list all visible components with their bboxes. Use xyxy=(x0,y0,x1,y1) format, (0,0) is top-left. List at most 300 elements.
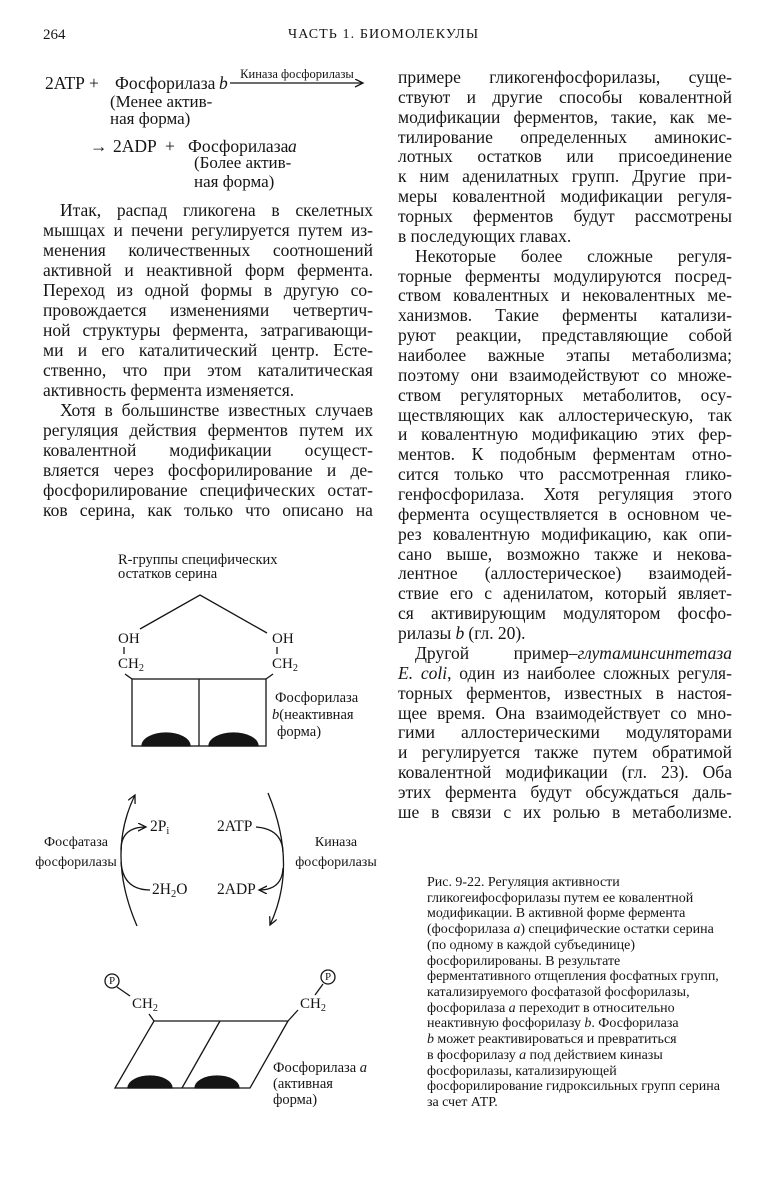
word: ме- xyxy=(707,106,732,127)
text-line xyxy=(398,505,732,525)
word: со xyxy=(650,364,667,385)
word: де- xyxy=(350,460,373,480)
word: лотных xyxy=(398,146,453,167)
word: под xyxy=(529,1047,551,1063)
word: ковалентную xyxy=(432,523,530,544)
word: в xyxy=(398,225,407,246)
text-line xyxy=(398,167,732,187)
text-line xyxy=(398,445,732,465)
word: b xyxy=(427,1032,434,1048)
word: Регуляция xyxy=(487,875,549,890)
word: в xyxy=(263,280,273,300)
word: ной xyxy=(43,320,71,340)
word: фер- xyxy=(698,424,732,445)
word: и xyxy=(466,86,476,107)
word: ством xyxy=(398,285,442,306)
word: метаболитов, xyxy=(582,384,682,405)
text-line xyxy=(43,440,373,460)
text-line xyxy=(398,386,732,406)
word: a xyxy=(508,1000,516,1016)
word: мно- xyxy=(696,702,732,723)
word: действия xyxy=(129,420,197,440)
text-line xyxy=(398,227,732,247)
text-line xyxy=(398,624,732,644)
word: печени xyxy=(131,220,184,240)
text-line xyxy=(427,922,747,938)
word: что xyxy=(122,360,148,380)
word: регуля- xyxy=(677,186,732,207)
word: ственно, xyxy=(43,360,107,380)
word: как xyxy=(147,500,172,520)
word: ствие xyxy=(398,583,439,604)
bond-line xyxy=(315,984,323,995)
word: (фосфорилаза xyxy=(427,922,510,938)
inactive-label-line2: b(неактивная xyxy=(272,707,354,723)
word: возможно xyxy=(506,543,580,564)
word: отщепления xyxy=(534,969,607,985)
text-line xyxy=(398,584,732,604)
text-line xyxy=(398,644,732,664)
product-form: a xyxy=(288,136,297,156)
word: регуля- xyxy=(677,662,732,683)
word: ствуют xyxy=(398,86,451,107)
word: серина xyxy=(673,922,714,938)
word: его xyxy=(101,340,125,360)
word: метаболизма; xyxy=(631,345,732,366)
word: Хотя xyxy=(60,400,96,420)
text-line xyxy=(427,1016,747,1032)
word: В xyxy=(515,906,526,922)
word: к xyxy=(398,166,407,187)
text-line xyxy=(427,1079,747,1095)
phosphatase-arrow-icon xyxy=(121,795,137,926)
word: большинстве xyxy=(121,400,220,420)
word: E. xyxy=(398,662,414,683)
word: ферментов, xyxy=(513,106,599,127)
word: взаимодействует xyxy=(535,702,661,723)
text-line xyxy=(43,320,373,340)
word: со- xyxy=(350,280,373,300)
word: Другой xyxy=(415,642,470,663)
word: его xyxy=(449,583,474,604)
word: меры xyxy=(398,186,438,207)
word: рассмотренная xyxy=(559,464,670,485)
word: рез xyxy=(398,523,422,544)
word: (по xyxy=(427,937,447,953)
text-line xyxy=(398,306,732,326)
word: ее xyxy=(602,890,616,906)
word: ковалентных xyxy=(453,285,549,306)
reactant-note-line2: ная форма) xyxy=(110,109,191,128)
word: менения xyxy=(43,240,106,260)
word: ковалентную xyxy=(421,424,519,445)
word: изменяется. xyxy=(206,380,295,400)
word: посред- xyxy=(674,265,732,286)
word: аллостерическую, xyxy=(558,404,694,425)
phosphate-product-label: $2P_i$ xyxy=(150,818,170,837)
word: четвертич- xyxy=(292,300,373,320)
text-line xyxy=(398,108,732,128)
word: аденилатом, xyxy=(503,583,594,604)
word: сложные xyxy=(587,245,653,266)
word: торных xyxy=(398,206,453,227)
figure-caption xyxy=(427,875,747,1111)
text-line xyxy=(427,875,747,891)
text-line xyxy=(398,247,732,267)
methylene-label: $CH_2$ xyxy=(272,656,298,674)
word: торные xyxy=(398,265,452,286)
word: киназы xyxy=(619,1047,663,1063)
word: фосфорилаза xyxy=(427,1000,506,1016)
text-line xyxy=(398,68,732,88)
text-line xyxy=(398,763,732,783)
word: этого xyxy=(692,484,732,505)
word: серина, xyxy=(79,500,136,520)
word: присоединение xyxy=(618,146,732,167)
word: будут xyxy=(530,781,572,802)
word: фосфорилирование xyxy=(167,460,313,480)
word: специфические xyxy=(528,922,621,938)
text-line xyxy=(398,564,732,584)
word: главах. xyxy=(519,225,572,246)
plus-sign: + xyxy=(165,136,175,156)
word: модуляторами xyxy=(625,722,732,743)
word: модификацию, xyxy=(541,523,652,544)
active-site-dome-icon xyxy=(195,1076,239,1088)
word: этих xyxy=(398,781,432,802)
word: ферменты xyxy=(562,305,638,326)
word: ферментативного xyxy=(427,969,531,985)
arrow-label: Киназа фосфорилазы xyxy=(240,67,354,81)
word: относительно xyxy=(592,1000,675,1016)
bond-line xyxy=(266,674,273,679)
word: в xyxy=(271,200,280,220)
word: модификации xyxy=(169,440,272,460)
word: остатки xyxy=(623,922,670,938)
word: счет xyxy=(442,1095,468,1111)
r-group-label-line2: остатков серина xyxy=(118,566,218,582)
word: Переход xyxy=(43,280,105,300)
word: гими xyxy=(398,722,435,743)
word: некова- xyxy=(676,543,732,564)
word: в xyxy=(431,801,440,822)
word: одному xyxy=(449,937,494,953)
kinase-arrow-icon xyxy=(268,793,284,925)
word: также xyxy=(534,742,579,763)
word: ми xyxy=(43,340,64,360)
word: ферментов xyxy=(473,206,554,227)
text-line xyxy=(427,1048,747,1064)
text-line xyxy=(43,240,373,260)
word: (гл. xyxy=(468,623,494,644)
word: серина xyxy=(679,1079,720,1095)
water-input-arc xyxy=(121,862,150,890)
text-line xyxy=(398,743,732,763)
word: ством xyxy=(398,384,442,405)
word: ферменты xyxy=(464,265,541,286)
word: модификации. xyxy=(427,906,513,922)
word: способы xyxy=(558,86,623,107)
word: путем xyxy=(592,742,638,763)
phosphate-symbol: P xyxy=(108,975,116,987)
word: ковалентной xyxy=(638,86,732,107)
word: поэтому xyxy=(398,364,460,385)
word: фосфо- xyxy=(677,603,732,624)
word: каталитический xyxy=(138,340,258,360)
word: активности xyxy=(552,875,620,890)
reactant-atp: 2ATP xyxy=(45,73,85,93)
text-line xyxy=(43,480,373,500)
text-line xyxy=(43,340,373,360)
word: переходит xyxy=(519,1000,580,1016)
word: остат- xyxy=(327,480,373,500)
word: ханизмов. xyxy=(398,305,473,326)
reactant-form: b xyxy=(219,73,228,93)
hydroxyl-label: OH xyxy=(118,631,140,647)
word: один xyxy=(459,662,496,683)
word: coli, xyxy=(420,662,452,683)
word: аллостерическими xyxy=(460,722,600,743)
word: 9-22. xyxy=(455,875,485,890)
word: лентное xyxy=(398,563,458,584)
word: Фосфорилаза xyxy=(598,1016,679,1032)
word: описано xyxy=(282,500,344,520)
word: торных xyxy=(398,682,453,703)
word: Она xyxy=(495,702,526,723)
word: фосфатных xyxy=(609,969,678,985)
text-line xyxy=(398,684,732,704)
word: регулируется xyxy=(421,742,521,763)
active-label-line1: Фосфорилаза a xyxy=(273,1060,368,1076)
active-site-dome-icon xyxy=(209,733,258,746)
word: К xyxy=(471,444,484,465)
word: они xyxy=(470,364,499,385)
word: в xyxy=(611,801,621,822)
adp-product-label: 2ADP xyxy=(217,881,256,898)
word: ков xyxy=(43,500,68,520)
word: и xyxy=(560,285,571,306)
word: и xyxy=(398,742,408,763)
bond-line xyxy=(125,674,132,679)
text-line xyxy=(398,525,732,545)
word: примере xyxy=(398,67,461,87)
word: a xyxy=(519,1047,527,1063)
word: соотношений xyxy=(272,240,373,260)
word: центр. xyxy=(271,340,320,360)
word: ковалентной xyxy=(398,762,492,783)
word: катализирующей xyxy=(515,1063,617,1079)
r-group-label-line1: R-группы специфических xyxy=(118,552,278,568)
word: фермента xyxy=(398,503,470,524)
word: количественных xyxy=(128,240,251,260)
word: осу- xyxy=(700,384,732,405)
text-line xyxy=(398,147,732,167)
text-line xyxy=(398,366,732,386)
word: b xyxy=(455,623,465,644)
text-line xyxy=(43,500,373,520)
word: путем xyxy=(297,220,343,240)
word: глико- xyxy=(685,464,732,485)
text-line xyxy=(398,326,732,346)
active-enzyme-box xyxy=(115,1021,288,1088)
word: в xyxy=(582,1000,590,1016)
word: ковалентной xyxy=(452,186,546,207)
word: и xyxy=(398,424,408,445)
word: случаев xyxy=(315,400,373,420)
word: что xyxy=(245,500,271,520)
word: метаболизме. xyxy=(632,801,732,822)
word: гликогенфосфорилазы, xyxy=(489,67,661,87)
word: из xyxy=(116,280,133,300)
word: групп xyxy=(641,1079,676,1095)
methylene-label: $CH_2$ xyxy=(300,996,326,1014)
word: Итак, xyxy=(60,200,102,220)
word: ществляющих xyxy=(398,404,505,425)
text-line xyxy=(427,1095,747,1111)
word: катализи- xyxy=(660,305,732,326)
word: их xyxy=(523,801,542,822)
text-line xyxy=(43,380,373,400)
word: генфосфорилаза. xyxy=(398,484,525,505)
word: осуществляется xyxy=(479,503,599,524)
word: в xyxy=(655,682,664,703)
word: также xyxy=(594,543,639,564)
word: как xyxy=(519,404,544,425)
text-line xyxy=(398,465,732,485)
word: путем xyxy=(299,420,344,440)
word: аденилатных xyxy=(462,166,559,187)
text-line xyxy=(427,969,747,985)
reactant-enzyme: Фосфорилаза xyxy=(115,73,216,93)
word: Другие xyxy=(632,166,686,187)
text-line xyxy=(43,460,373,480)
word: даль- xyxy=(692,781,732,802)
word: ся xyxy=(398,603,414,624)
word: связи xyxy=(451,801,492,822)
product-adp: 2ADP xyxy=(113,136,157,156)
word: руют xyxy=(398,325,436,346)
text-line xyxy=(43,260,373,280)
text-line xyxy=(398,286,732,306)
word: фосфорилазы, xyxy=(427,1063,513,1079)
word: основном xyxy=(627,503,700,524)
word: и xyxy=(124,260,134,280)
subunit-divider xyxy=(182,1021,220,1088)
word: или xyxy=(566,146,594,167)
word: осущест- xyxy=(304,440,373,460)
atp-input-arc xyxy=(256,827,283,852)
word: ше xyxy=(398,801,420,822)
methylene-label: $CH_2$ xyxy=(132,996,158,1014)
word: фермента xyxy=(628,906,686,922)
word: гликогеифосфорилазы xyxy=(427,890,561,906)
word: подобным xyxy=(499,444,577,465)
word: и xyxy=(326,460,337,480)
word: сложных xyxy=(603,662,670,683)
word: и xyxy=(586,1032,595,1048)
word: форм xyxy=(244,260,285,280)
word: при xyxy=(163,360,191,380)
word: фермента xyxy=(445,781,517,802)
word: фосфорилирование xyxy=(427,1079,543,1095)
text-line xyxy=(398,128,732,148)
bond-line xyxy=(149,1014,154,1021)
phosphatase-label: Фосфатаза фосфорилазы xyxy=(35,835,117,870)
word: (аллостерическое) xyxy=(484,563,622,584)
word: вляется xyxy=(43,460,100,480)
text-line xyxy=(398,346,732,366)
word: субъединице) xyxy=(554,937,635,953)
word: неактивную xyxy=(427,1016,499,1032)
word: ме- xyxy=(707,285,732,306)
word: каталитическая xyxy=(257,360,373,380)
text-line xyxy=(398,187,732,207)
word: и xyxy=(113,220,123,240)
text-line xyxy=(398,803,732,823)
word: наиболее xyxy=(527,662,596,683)
word: провождается xyxy=(43,300,147,320)
text-line xyxy=(398,485,732,505)
kinase-label: Киназа фосфорилазы xyxy=(295,835,377,870)
word: ролью xyxy=(553,801,601,822)
word: ферментов xyxy=(207,420,288,440)
word: в xyxy=(496,937,504,953)
word: являет- xyxy=(677,583,732,604)
adp-release-arrow-icon xyxy=(259,868,283,890)
text-line xyxy=(43,220,373,240)
word: модификации xyxy=(398,106,501,127)
word: затрагивающи- xyxy=(260,320,373,340)
bond-line xyxy=(117,987,130,996)
word: время. xyxy=(437,702,486,723)
word: из xyxy=(502,662,520,683)
word: отно- xyxy=(691,444,732,465)
word: обратимой xyxy=(652,742,732,763)
word: последующих xyxy=(410,225,516,246)
word: рассмотрены xyxy=(634,206,732,227)
word: опи- xyxy=(698,523,732,544)
text-line xyxy=(43,400,373,420)
word: ним xyxy=(419,166,450,187)
word: этих xyxy=(651,424,685,445)
text-line xyxy=(398,88,732,108)
word: фермента xyxy=(130,380,202,400)
word: взаимодействуют xyxy=(509,364,640,385)
word: за xyxy=(427,1095,439,1111)
word: изменениями xyxy=(169,300,270,320)
word: выше, xyxy=(446,543,493,564)
word: из- xyxy=(350,220,373,240)
word: превратиться xyxy=(597,1032,677,1048)
word: Есте- xyxy=(333,340,373,360)
word: форме xyxy=(586,906,625,922)
word: другие xyxy=(492,86,543,107)
word: фосфатазой xyxy=(531,985,602,1001)
reaction-arrow-icon: → xyxy=(90,136,108,156)
r-group-bracket xyxy=(140,595,267,633)
word: и xyxy=(77,340,88,360)
right-text-column xyxy=(398,68,732,823)
word: взаимодей- xyxy=(648,563,732,584)
text-line xyxy=(427,1064,747,1080)
word: пример–глутаминсинтетаза xyxy=(513,642,732,663)
word: только xyxy=(184,500,234,520)
word: b. xyxy=(584,1016,595,1032)
text-line xyxy=(398,783,732,803)
word: на xyxy=(355,500,373,520)
word: нековалентных xyxy=(582,285,696,306)
word: формы xyxy=(200,280,253,300)
